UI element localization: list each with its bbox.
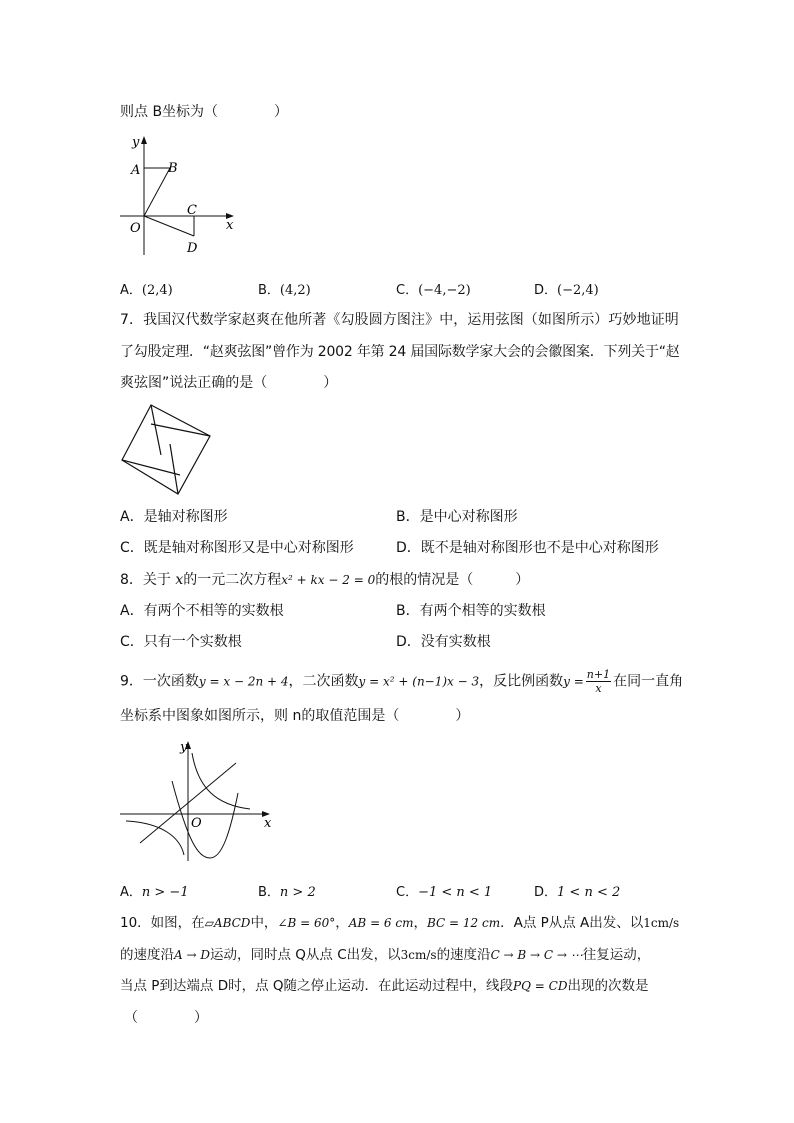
q8-option-b[interactable]: B．有两个相等的实数根 — [396, 603, 546, 619]
q6-label-D: D — [187, 241, 198, 256]
q6-option-a[interactable]: A．(2,4) — [120, 283, 173, 298]
q10-answer-blank: （ ） — [124, 1010, 208, 1026]
q9-label-x: x — [264, 816, 272, 831]
q7-option-b[interactable]: B．是中心对称图形 — [396, 509, 518, 525]
q6-label-C: C — [187, 203, 197, 218]
q9-option-d[interactable]: D．1 < n < 2 — [534, 885, 621, 900]
q6-label-O: O — [130, 221, 141, 236]
zhao-shuang-string-figure — [118, 403, 214, 497]
q9-option-c[interactable]: C．−1 < n < 1 — [396, 885, 493, 900]
q9-option-a[interactable]: A．n > −1 — [120, 885, 189, 900]
q7-option-a[interactable]: A．是轴对称图形 — [120, 509, 228, 525]
q8-option-c[interactable]: C．只有一个实数根 — [120, 634, 242, 650]
q6-label-A: A — [131, 163, 141, 178]
q8-option-a[interactable]: A．有两个不相等的实数根 — [120, 603, 284, 619]
q6-option-c[interactable]: C．(−4,−2) — [396, 283, 471, 298]
q6-option-d[interactable]: D．(−2,4) — [534, 283, 599, 298]
q9-fraction: $\frac{n+1}{x}$ — [586, 668, 611, 695]
q9-label-O: O — [191, 816, 202, 831]
q6-coordinate-figure — [110, 130, 250, 260]
q9-stem-line-1: 9．一次函数y = x − 2n + 4，二次函数y = x² + (n−1)x − 3，反比例函数y = $\frac{n+1}{x}$ 在同一直角 — [120, 668, 684, 695]
q9-function-graph — [118, 733, 278, 868]
q9-option-b[interactable]: B．n > 2 — [258, 885, 316, 900]
q7-option-c[interactable]: C．既是轴对称图形又是中心对称图形 — [120, 540, 354, 556]
q7-stem-line-2: 了勾股定理．“赵爽弦图”曾作为 2002 年第 24 届国际数学家大会的会徽图案．下列关于“赵 — [120, 344, 680, 360]
q6-option-b[interactable]: B．(4,2) — [258, 283, 311, 298]
q7-option-d[interactable]: D．既不是轴对称图形也不是中心对称图形 — [396, 540, 659, 556]
q9-stem-line-2: 坐标系中图象如图所示，则 n的取值范围是（ ） — [120, 708, 470, 724]
q6-label-x: x — [226, 218, 234, 233]
q6-stem: 则点 B坐标为（ ） — [120, 104, 289, 120]
q9-label-y: y — [180, 740, 188, 755]
q8-option-d[interactable]: D．没有实数根 — [396, 634, 491, 650]
q10-stem-line-3: 当点 P到达端点 D时，点 Q随之停止运动．在此运动过程中，线段PQ = CD出现的次数是 — [120, 978, 649, 994]
q7-stem-line-1: 7．我国汉代数学家赵爽在他所著《勾股圆方图注》中，运用弦图（如图所示）巧妙地证明 — [120, 312, 679, 328]
q10-stem-line-1: 10．如图，在▱ABCD中，∠B = 60°，AB = 6 cm，BC = 12 cm．A点 P从点 A出发、以1cm/s — [120, 915, 680, 931]
q6-label-y: y — [132, 135, 140, 150]
q10-stem-line-2: 的速度沿A → D运动，同时点 Q从点 C出发，以3cm/s的速度沿C → B → C → ⋯往复运动， — [120, 947, 651, 963]
q8-stem: 8．关于 x的一元二次方程x² + kx − 2 = 0的根的情况是（ ） — [120, 572, 530, 588]
q6-label-B: B — [168, 161, 178, 176]
q7-stem-line-3: 爽弦图”说法正确的是（ ） — [120, 375, 338, 391]
